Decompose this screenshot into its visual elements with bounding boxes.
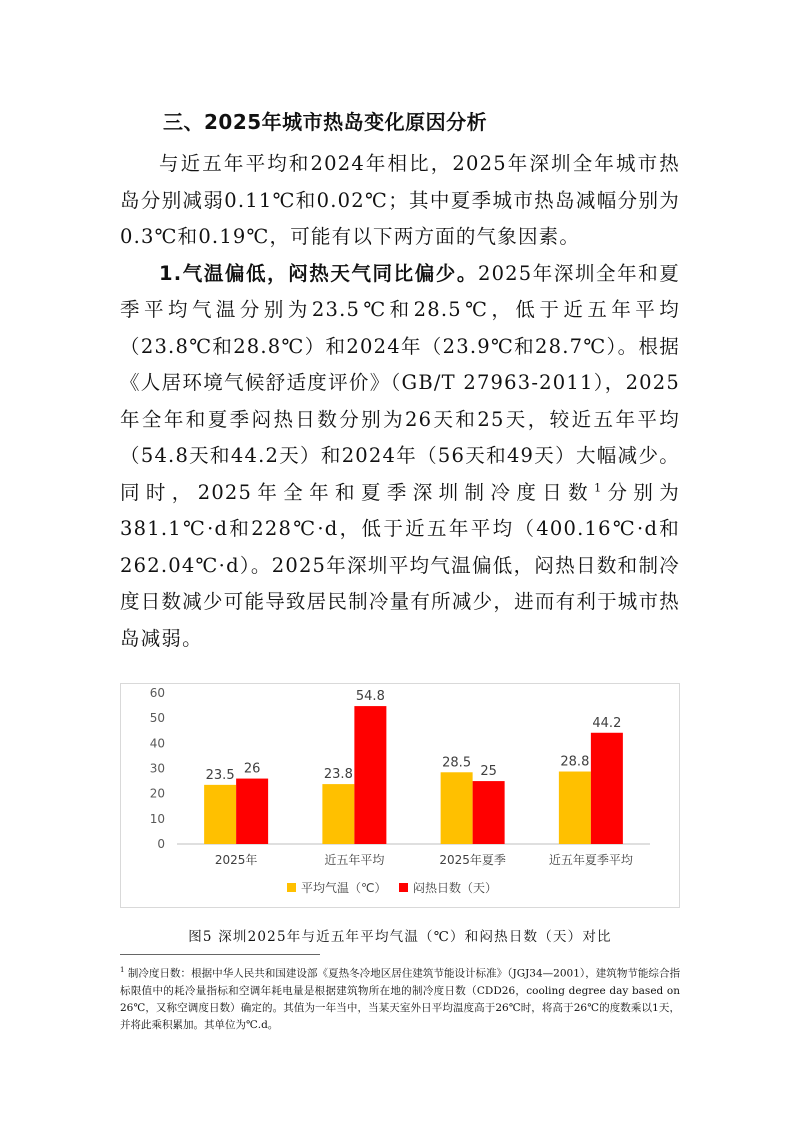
x-tick-label-3: 2025年夏季	[439, 853, 506, 867]
footnote-divider	[120, 954, 320, 955]
bar-2-1	[236, 779, 268, 844]
bar-chart-svg	[120, 683, 680, 908]
data-label-1-4: 28.8	[560, 754, 590, 770]
footnote-mark: 1	[120, 966, 125, 974]
bar-1-1	[204, 785, 236, 844]
paragraph-1: 与近五年平均和2024年相比，2025年深圳全年城市热岛分别减弱0.11℃和0.02℃；其中夏季城市热岛减幅分别为0.3℃和0.19℃，可能有以下两方面的气象因素。	[120, 152, 680, 248]
bar-1-2	[322, 784, 354, 844]
bar-2-4	[591, 733, 623, 844]
y-tick-label-3: 30	[149, 761, 165, 776]
x-tick-label-1: 2025年	[214, 853, 258, 867]
data-label-1-1: 23.5	[205, 767, 235, 783]
y-tick-label-4: 40	[149, 736, 165, 751]
bar-1-4	[559, 772, 591, 844]
legend-label-2: 闷热日数（天）	[413, 881, 498, 895]
paragraph-2	[120, 256, 680, 658]
bar-2-3	[473, 781, 505, 844]
paragraph-2-lead: 1.气温偏低，闷热天气同比偏少。	[159, 261, 478, 285]
paragraph-2-text-a: 2025年深圳全年和夏季平均气温分别为23.5℃和28.5℃，低于近五年平均（23.8℃和28.8℃）和2024年（23.9℃和28.7℃）。根据《人居环境气候舒适度评价》（GB/T 27963-2011），2025年全年和夏季闷热日数分别为26天和25天，较近五年平均（54.8天和44.2天）和2024年（56天和49天）大幅减少。同时，2025年全年和夏季深圳制冷度日数	[120, 261, 680, 504]
bar-2-2	[354, 706, 386, 844]
y-tick-label-1: 10	[149, 811, 165, 826]
legend-swatch-1	[287, 883, 296, 892]
paragraph-2-text-b: 分别为381.1℃·d和228℃·d，低于近五年平均（400.16℃·d和262.04℃·d）。2025年深圳平均气温偏低，闷热日数和制冷度日数减少可能导致居民制冷量有所减少，进而有利于城市热岛减弱。	[120, 480, 680, 650]
y-tick-label-5: 50	[149, 711, 165, 726]
body-text	[120, 146, 680, 657]
data-label-2-2: 54.8	[355, 689, 385, 705]
bar-chart	[120, 683, 680, 908]
footnote-ref[interactable]: 1	[594, 481, 603, 494]
data-label-2-4: 44.2	[592, 715, 622, 731]
footnote	[120, 962, 680, 1034]
section-heading: 三、2025年城市热岛变化原因分析	[163, 110, 488, 134]
footnote-text: 制冷度日数：根据中华人民共和国建设部《夏热冬冷地区居住建筑节能设计标准》（JGJ34—2001），建筑物节能综合指标限值中的耗冷量指标和空调年耗电量是根据建筑物所在地的制冷度日数（CDD26，cooling degree day based on 26℃，又称空调度日数）确定的。其值为一年当中，当某天室外日平均温度高于26℃时，将高于26℃的度数乘以1天，并将此乘积累加。其单位为℃.d。	[120, 967, 681, 1031]
data-label-1-2: 23.8	[323, 767, 353, 783]
bar-1-3	[441, 772, 473, 844]
figure-caption: 图5 深圳2025年与近五年平均气温（℃）和闷热日数（天）对比	[188, 929, 612, 945]
legend-swatch-2	[399, 883, 408, 892]
x-tick-label-4: 近五年夏季平均	[548, 853, 633, 867]
data-label-1-3: 28.5	[442, 755, 472, 771]
y-tick-label-6: 60	[149, 686, 165, 700]
x-tick-label-2: 近五年平均	[324, 853, 385, 867]
legend-label-1: 平均气温（℃）	[301, 881, 387, 895]
y-tick-label-0: 0	[157, 837, 165, 851]
data-label-2-1: 26	[243, 761, 261, 777]
data-label-2-3: 25	[480, 764, 497, 780]
y-tick-label-2: 20	[149, 786, 165, 801]
